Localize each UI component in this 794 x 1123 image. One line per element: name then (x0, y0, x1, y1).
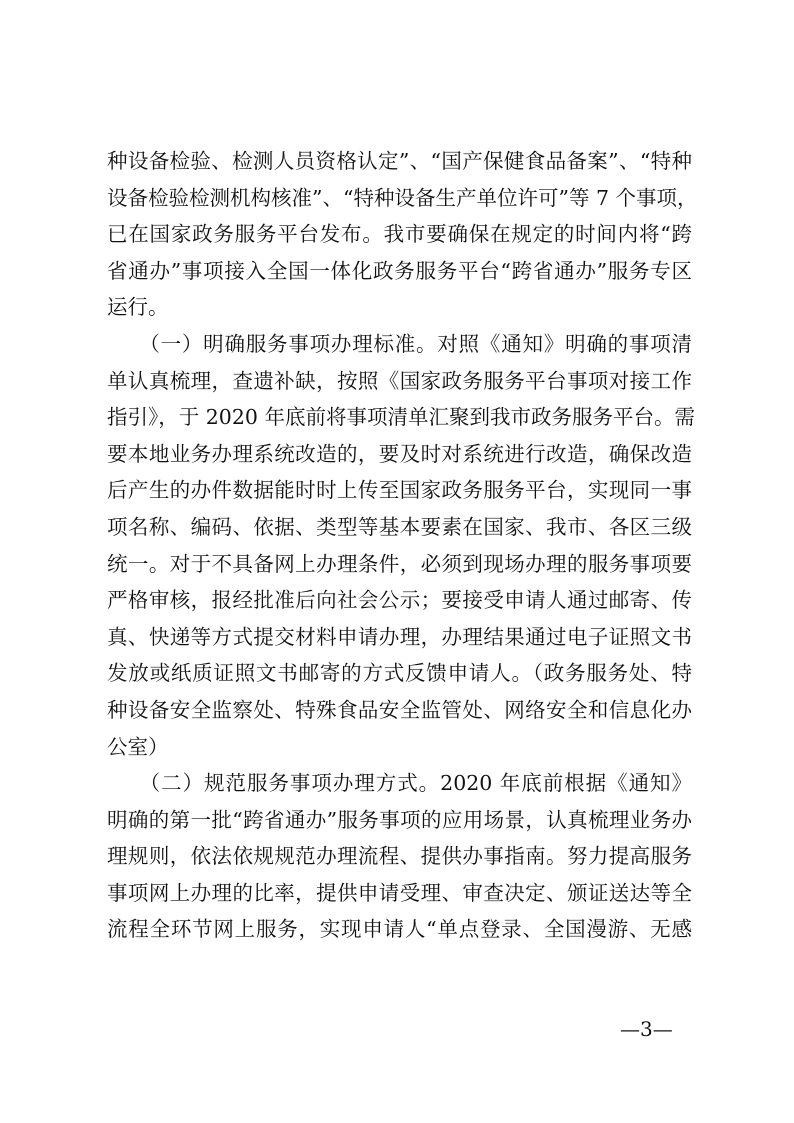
text-line: 运行。 (107, 295, 169, 320)
text-line: 统一。对于不具备网上办理条件，必须到现场办理的服务事项要 (107, 551, 692, 576)
text-line: 种设备安全监察处、特殊食品安全监管处、网络安全和信息化办 (107, 697, 692, 722)
text-line: 设备检验检测机构核准”、“特种设备生产单位许可”等 7 个事项， (107, 185, 698, 210)
text-line: 指引》，于 2020 年底前将事项清单汇聚到我市政务服务平台。需 (107, 405, 695, 430)
text-line: 种设备检验、检测人员资格认定”、“国产保健食品备案”、“特种 (107, 149, 692, 173)
text-line: 严格审核，报经批准后向社会公示；要接受申请人通过邮寄、传 (107, 588, 692, 613)
text-line: 单认真梳理，查遗补缺，按照《国家政务服务平台事项对接工作 (107, 368, 692, 393)
text-line: 事项网上办理的比率，提供申请受理、审查决定、颁证送达等全 (107, 880, 692, 905)
text-line: 理规则，依法依规规范办理流程、提供办事指南。努力提高服务 (107, 844, 692, 869)
text-line: 已在国家政务服务平台发布。我市要确保在规定的时间内将“跨 (107, 222, 692, 247)
text-line: （二）规范服务事项办理方式。2020 年底前根据《通知》 (107, 771, 692, 796)
text-line: （一）明确服务事项办理标准。对照《通知》明确的事项清 (107, 331, 692, 356)
page-number: —3— (620, 1017, 673, 1041)
text-line: 项名称、编码、依据、类型等基本要素在国家、我市、各区三级 (107, 514, 692, 539)
text-line: 后产生的办件数据能时时上传至国家政务服务平台，实现同一事 (107, 478, 692, 503)
text-line: 流程全环节网上服务，实现申请人“单点登录、全国漫游、无感 (107, 917, 692, 942)
text-line: 公室） (107, 734, 169, 759)
text-line: 要本地业务办理系统改造的，要及时对系统进行改造，确保改造 (107, 441, 692, 466)
document-body (107, 143, 698, 948)
text-line: 发放或纸质证照文书邮寄的方式反馈申请人。（政务服务处、特 (107, 661, 692, 686)
text-line: 省通办”事项接入全国一体化政务服务平台“跨省通办”服务专区 (107, 258, 692, 283)
text-line: 明确的第一批“跨省通办”服务事项的应用场景，认真梳理业务办 (107, 807, 692, 832)
text-line: 真、快递等方式提交材料申请办理，办理结果通过电子证照文书 (107, 624, 692, 649)
